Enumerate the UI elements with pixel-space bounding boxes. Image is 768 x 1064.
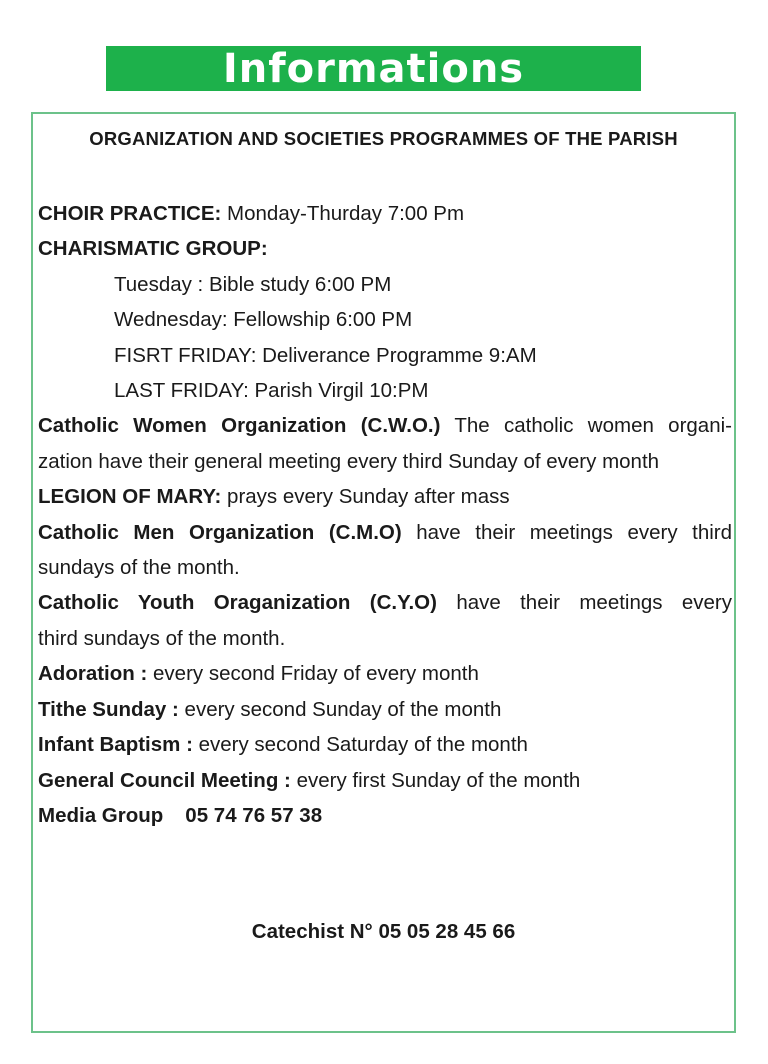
infant-baptism-text: every second Saturday of the month <box>192 733 528 757</box>
information-panel <box>31 112 736 1033</box>
charismatic-item: LAST FRIDAY: Parish Virgil 10:PM <box>114 379 429 403</box>
general-council-label: General Council Meeting : <box>38 768 291 792</box>
infant-baptism-line <box>38 727 732 762</box>
cyo-line-1 <box>38 585 732 620</box>
tithe-sunday-label: Tithe Sunday : <box>38 697 179 721</box>
general-council-line <box>38 763 732 798</box>
charismatic-item: FISRT FRIDAY: Deliverance Programme 9:AM <box>114 343 537 367</box>
cmo-line-1 <box>38 515 732 550</box>
adoration-line <box>38 656 732 691</box>
cwo-label: Catholic Women Organization (C.W.O.) <box>38 414 441 438</box>
media-group-phone: 05 74 76 57 38 <box>185 803 323 827</box>
charismatic-group-line <box>38 231 732 266</box>
choir-practice-line <box>38 196 732 231</box>
charismatic-group-label: CHARISMATIC GROUP: <box>38 237 268 261</box>
cyo-label: Catholic Youth Oraganization (C.Y.O) <box>38 591 437 615</box>
panel-heading: ORGANIZATION AND SOCIETIES PROGRAMMES OF THE PARISH <box>89 128 678 149</box>
cwo-text-1: The catholic women organi- <box>440 414 732 438</box>
banner-title: Informations <box>222 45 525 92</box>
cwo-line-1 <box>38 408 732 443</box>
cmo-line-2: sundays of the month. <box>38 556 240 580</box>
adoration-text: every second Friday of every month <box>147 662 479 686</box>
legion-of-mary-line <box>38 479 732 514</box>
charismatic-item: Wednesday: Fellowship 6:00 PM <box>114 308 413 332</box>
infant-baptism-label: Infant Baptism : <box>38 733 193 757</box>
charismatic-item: Tuesday : Bible study 6:00 PM <box>114 272 392 296</box>
general-council-text: every first Sunday of the month <box>290 768 581 792</box>
choir-practice-text: Monday-Thurday 7:00 Pm <box>221 202 465 225</box>
cyo-line-2: third sundays of the month. <box>38 626 286 650</box>
cyo-text-1: have their meetings every <box>436 591 732 615</box>
legion-of-mary-label: LEGION OF MARY: <box>38 485 222 509</box>
media-group-line <box>38 798 732 833</box>
adoration-label: Adoration : <box>38 662 148 686</box>
tithe-sunday-line <box>38 692 732 727</box>
programme-list <box>38 196 732 833</box>
cmo-label: Catholic Men Organization (C.M.O) <box>38 520 402 544</box>
informations-banner <box>106 46 641 91</box>
legion-of-mary-text: prays every Sunday after mass <box>221 485 510 509</box>
cwo-line-2: zation have their general meeting every third Sunday of every month <box>38 449 660 473</box>
media-group-label: Media Group <box>38 803 164 827</box>
catechist-contact: Catechist N° 05 05 28 45 66 <box>251 920 516 943</box>
choir-practice-label: CHOIR PRACTICE: <box>38 202 222 225</box>
tithe-sunday-text: every second Sunday of the month <box>178 697 502 721</box>
cmo-text-1: have their meetings every third <box>401 520 733 544</box>
